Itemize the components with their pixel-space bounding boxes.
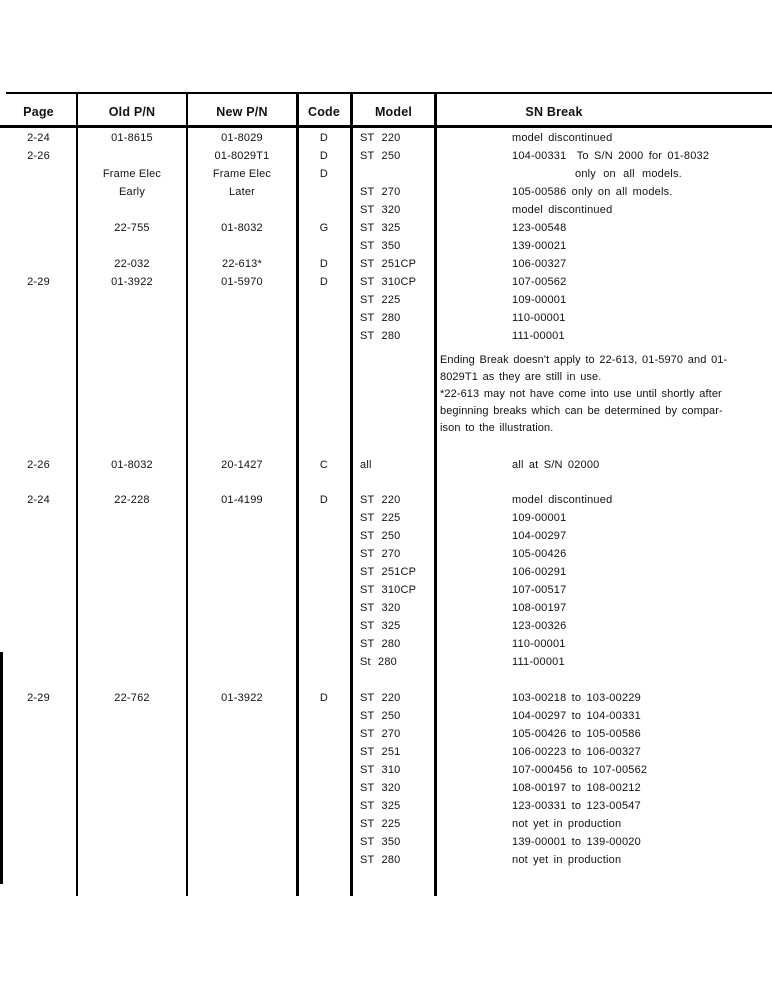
table-row [0,653,772,671]
cell-old-pn [77,743,187,761]
cell-code [297,201,351,219]
cell-old-pn [77,653,187,671]
cell-sn-break: 109-00001 [512,512,567,524]
cell-model: ST 225 [360,512,401,524]
cell-code [297,291,351,309]
note-row [0,352,772,369]
cell-sn-break: only on all models. [575,168,682,180]
cell-sn-break: model discontinued [512,132,613,144]
table-row [0,456,772,474]
table-row [0,581,772,599]
cell-model: ST 320 [360,204,401,216]
cell-code: G [319,222,329,234]
note-line: 8029T1 as they are still in use. [440,371,602,383]
cell-page [0,545,77,563]
cell-old-pn: Frame Elec [102,168,162,180]
cell-old-pn [77,707,187,725]
table-row [0,707,772,725]
table-row [0,327,772,345]
cell-code [297,581,351,599]
cell-sn-break: 105-00426 [512,548,567,560]
cell-model: ST 280 [360,638,401,650]
cell-page [0,851,77,869]
cell-sn-break: 106-00291 [512,566,567,578]
table-row [0,689,772,707]
cell-sn-break: 123-00548 [512,222,567,234]
cell-model: ST 270 [360,548,401,560]
cell-model: ST 250 [360,150,401,162]
column-header-sn-break: SN Break [525,105,583,119]
cell-code [297,653,351,671]
cell-page [0,743,77,761]
cell-page [0,291,77,309]
cell-new-pn: 01-8029 [221,132,263,144]
cell-model: ST 251CP [360,566,417,578]
cell-old-pn [77,635,187,653]
cell-model: ST 251 [360,746,401,758]
cell-new-pn [187,201,297,219]
cell-old-pn: 01-8032 [111,459,153,471]
note-line: Ending Break doesn't apply to 22-613, 01-5970 and 01- [440,354,728,366]
table-row-group-2 [0,456,772,474]
cell-page [0,165,77,183]
cell-page [0,219,77,237]
cell-code: D [319,692,329,704]
table-row [0,797,772,815]
cell-code [297,545,351,563]
cell-old-pn [77,147,187,165]
table-row-group-4 [0,689,772,869]
cell-old-pn [77,779,187,797]
cell-sn-break: 107-00517 [512,584,567,596]
cell-code [297,761,351,779]
cell-new-pn [187,545,297,563]
cell-sn-break: 104-00331 To S/N 2000 for 01-8032 [512,150,710,162]
cell-model: ST 310CP [360,276,417,288]
cell-old-pn [77,309,187,327]
cell-old-pn [77,599,187,617]
cell-page [0,833,77,851]
cell-model: ST 220 [360,692,401,704]
cell-old-pn [77,851,187,869]
cell-code [297,509,351,527]
cell-page [0,327,77,345]
cell-page [0,255,77,273]
column-header-model: Model [374,105,413,119]
cell-code: D [319,258,329,270]
cell-old-pn [77,797,187,815]
cell-new-pn: 22-613* [222,258,262,270]
cell-new-pn [187,617,297,635]
cell-old-pn [77,201,187,219]
cell-sn-break: 139-00021 [512,240,567,252]
table-row [0,255,772,273]
cell-page [0,761,77,779]
cell-page [0,527,77,545]
table-row [0,273,772,291]
cell-page [0,509,77,527]
column-header-old-pn: Old P/N [108,105,156,119]
cell-page [0,725,77,743]
cell-code [297,743,351,761]
cell-old-pn [77,563,187,581]
cell-sn-break: not yet in production [512,818,622,830]
cell-model: ST 270 [360,728,401,740]
table-row [0,851,772,869]
note-line: ison to the illustration. [440,422,554,434]
cell-old-pn [77,237,187,255]
cell-old-pn [77,725,187,743]
cell-code [297,725,351,743]
cell-sn-break: model discontinued [512,204,613,216]
table-row [0,237,772,255]
cell-new-pn [187,563,297,581]
cell-new-pn: 20-1427 [221,459,263,471]
cell-model: ST 310CP [360,584,417,596]
cell-sn-break: 139-00001 to 139-00020 [512,836,641,848]
cell-sn-break: 107-00562 [512,276,567,288]
cell-code [297,309,351,327]
table-top-border [6,92,772,94]
cell-model: ST 280 [360,312,401,324]
table-row [0,201,772,219]
cell-page: 2-26 [27,459,50,471]
cell-page [0,563,77,581]
cell-page: 2-24 [27,132,50,144]
cell-code: D [319,494,329,506]
cell-page [0,237,77,255]
cell-old-pn [77,327,187,345]
cell-code [297,851,351,869]
cell-sn-break: 108-00197 to 108-00212 [512,782,641,794]
cell-code [297,563,351,581]
table-row [0,165,772,183]
cell-page: 2-26 [27,150,50,162]
cell-new-pn [187,743,297,761]
cell-new-pn [187,833,297,851]
cell-sn-break: 111-00001 [512,656,565,668]
cell-model: ST 220 [360,494,401,506]
cell-new-pn [187,291,297,309]
cell-old-pn [77,509,187,527]
cell-model: ST 325 [360,620,401,632]
cell-code: D [319,168,329,180]
cell-page [0,797,77,815]
note-row [0,386,772,403]
table-row [0,563,772,581]
cell-page [0,779,77,797]
cell-model: all [360,459,372,471]
cell-code: D [319,150,329,162]
cell-code [297,815,351,833]
cell-sn-break: 108-00197 [512,602,567,614]
cell-new-pn [187,527,297,545]
cell-code [297,327,351,345]
cell-page [0,599,77,617]
cell-code: D [319,132,329,144]
cell-sn-break: 104-00297 [512,530,567,542]
cell-model: ST 250 [360,530,401,542]
cell-page: 2-29 [27,276,50,288]
cell-sn-break: 104-00297 to 104-00331 [512,710,641,722]
cell-page [0,581,77,599]
table-row [0,779,772,797]
cell-code [297,707,351,725]
cell-code [297,237,351,255]
cell-new-pn: 01-4199 [221,494,263,506]
cell-code [297,635,351,653]
cell-page [0,707,77,725]
table-row [0,147,772,165]
cell-old-pn: 01-8615 [111,132,153,144]
cell-page [0,635,77,653]
cell-new-pn [187,797,297,815]
table-row [0,725,772,743]
cell-new-pn [187,851,297,869]
cell-sn-break: all at S/N 02000 [512,459,600,471]
column-header-new-pn: New P/N [216,105,268,119]
table-row [0,291,772,309]
cell-code [297,617,351,635]
cell-model: ST 250 [360,710,401,722]
table-row [0,491,772,509]
cell-sn-break: 110-00001 [512,638,566,650]
cell-sn-break: 123-00326 [512,620,567,632]
cell-old-pn: Early [118,186,146,198]
cell-page [0,815,77,833]
cell-sn-break: 111-00001 [512,330,565,342]
cell-code [297,183,351,201]
cell-old-pn [77,527,187,545]
cell-model: ST 270 [360,186,401,198]
cell-new-pn [187,581,297,599]
cell-new-pn: 01-8032 [221,222,263,234]
cell-code [297,779,351,797]
table-row [0,617,772,635]
cell-old-pn: 22-762 [114,692,150,704]
cell-code [297,527,351,545]
cell-new-pn: Frame Elec [212,168,272,180]
table-row [0,545,772,563]
cell-page: 2-24 [27,494,50,506]
cell-old-pn [77,815,187,833]
cell-new-pn: Later [228,186,256,198]
cell-model: ST 320 [360,782,401,794]
table-row [0,129,772,147]
cell-old-pn [77,617,187,635]
cell-old-pn: 22-228 [114,494,150,506]
cell-sn-break: not yet in production [512,854,622,866]
cell-sn-break: 106-00327 [512,258,567,270]
cell-new-pn [187,779,297,797]
cell-sn-break: 106-00223 to 106-00327 [512,746,641,758]
cell-model: St 280 [360,656,398,668]
cell-sn-break: 103-00218 to 103-00229 [512,692,641,704]
note-line: beginning breaks which can be determined by compar- [440,405,723,417]
cell-model: ST 280 [360,854,401,866]
table-row [0,219,772,237]
table-header-underline [0,125,772,128]
cell-model: ST 251CP [360,258,417,270]
note-row [0,420,772,437]
table-row [0,833,772,851]
column-header-code: Code [307,105,341,119]
cell-new-pn [187,327,297,345]
cell-new-pn [187,815,297,833]
cell-page [0,653,77,671]
cell-model [360,165,436,183]
cell-new-pn [187,761,297,779]
cell-code [297,833,351,851]
cell-sn-break: 107-000456 to 107-00562 [512,764,648,776]
cell-old-pn: 22-032 [114,258,150,270]
cell-new-pn [187,725,297,743]
table-row [0,183,772,201]
cell-sn-break: model discontinued [512,494,613,506]
cell-new-pn: 01-3922 [221,692,263,704]
cell-model: ST 350 [360,240,401,252]
cell-code: D [319,276,329,288]
cell-sn-break: 105-00426 to 105-00586 [512,728,641,740]
cell-model: ST 325 [360,800,401,812]
cell-sn-break: 109-00001 [512,294,567,306]
cell-model: ST 225 [360,294,401,306]
table-row [0,527,772,545]
cell-old-pn [77,761,187,779]
column-header-page: Page [23,105,54,119]
cell-sn-break: 110-00001 [512,312,566,324]
cell-sn-break: 105-00586 only on all models. [512,186,673,198]
note-row [0,369,772,386]
cell-model: ST 225 [360,818,401,830]
cell-model: ST 325 [360,222,401,234]
table-row [0,309,772,327]
cell-old-pn: 01-3922 [111,276,153,288]
cell-new-pn [187,635,297,653]
cell-model: ST 310 [360,764,401,776]
cell-new-pn [187,509,297,527]
cell-old-pn: 22-755 [114,222,150,234]
table-row [0,761,772,779]
cell-page [0,309,77,327]
cell-code: C [319,459,329,471]
note-row [0,403,772,420]
cell-old-pn [77,545,187,563]
cell-page [0,201,77,219]
cell-page: 2-29 [27,692,50,704]
cell-new-pn [187,653,297,671]
cell-new-pn: 01-8029T1 [214,150,270,162]
cell-old-pn [77,833,187,851]
table-row [0,509,772,527]
table-row-group-3 [0,491,772,671]
cell-old-pn [77,291,187,309]
cell-model: ST 280 [360,330,401,342]
table-row [0,599,772,617]
table-row [0,743,772,761]
table-row [0,635,772,653]
cell-new-pn [187,309,297,327]
cell-model: ST 350 [360,836,401,848]
table-row [0,815,772,833]
cell-new-pn [187,707,297,725]
cell-new-pn [187,237,297,255]
cell-page [0,617,77,635]
table-row-group-1 [0,129,772,437]
cell-code [297,797,351,815]
cell-old-pn [77,581,187,599]
cell-new-pn [187,599,297,617]
cell-page [0,183,77,201]
cell-model: ST 320 [360,602,401,614]
cell-model: ST 220 [360,132,401,144]
cell-sn-break: 123-00331 to 123-00547 [512,800,641,812]
cell-code [297,599,351,617]
note-line: *22-613 may not have come into use until shortly after [440,388,722,400]
cell-new-pn: 01-5970 [221,276,263,288]
